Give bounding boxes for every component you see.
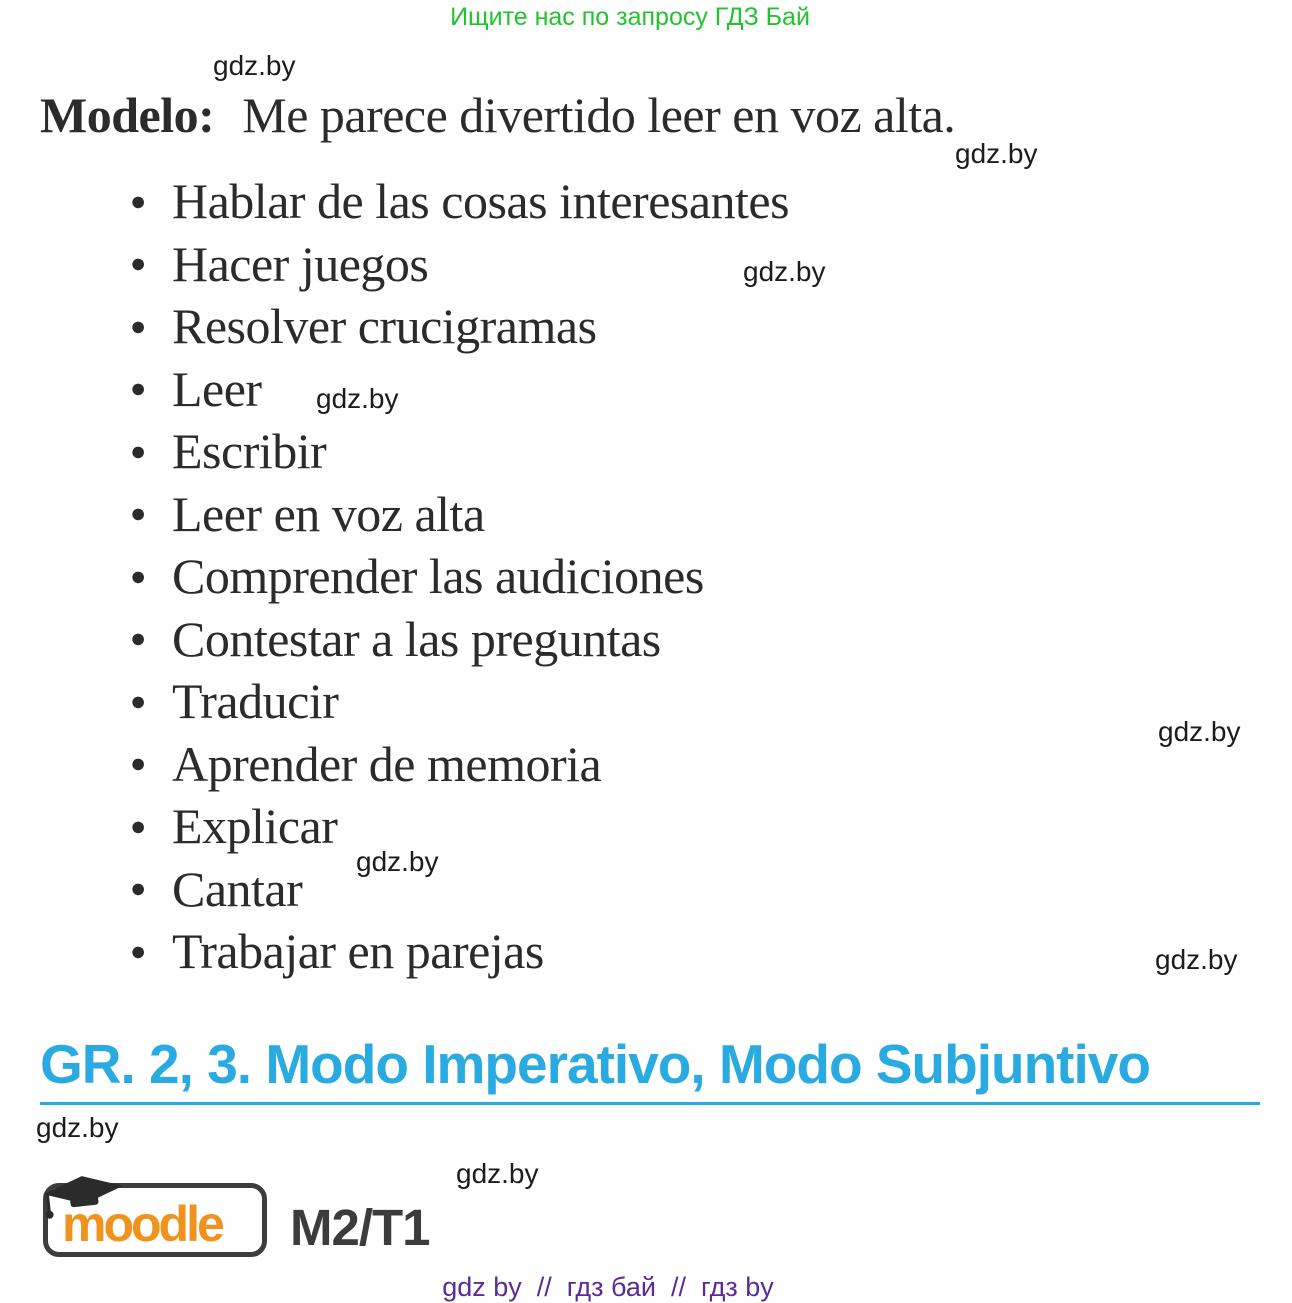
list-item <box>130 170 789 233</box>
bullet-icon: ● <box>130 748 146 779</box>
bullet-icon: ● <box>130 623 146 654</box>
watermark: gdz.by <box>316 383 399 414</box>
bullet-icon: ● <box>130 185 146 216</box>
list-item <box>130 795 789 858</box>
watermark: gdz.by <box>1158 716 1241 747</box>
list-item <box>130 295 789 358</box>
list-item-label: Resolver crucigramas <box>172 298 597 355</box>
list-item <box>130 920 789 983</box>
watermark: gdz.by <box>213 50 296 81</box>
list-item <box>130 670 789 733</box>
list-item <box>130 420 789 483</box>
watermark: gdz.by <box>1155 944 1238 975</box>
bullet-icon: ● <box>130 248 146 279</box>
list-item-label: Leer en voz alta <box>172 485 485 542</box>
list-item <box>130 608 789 671</box>
list-item-label: Traducir <box>172 673 339 730</box>
watermark: gdz.by <box>955 138 1038 169</box>
list-item-label: Hablar de las cosas interesantes <box>172 173 790 230</box>
module-code: M2/T1 <box>290 1199 430 1256</box>
modelo-label: Modelo: <box>40 87 215 143</box>
list-item <box>130 733 789 796</box>
bullet-icon: ● <box>130 560 146 591</box>
modelo-sentence: Me parece divertido leer en voz alta. <box>242 87 956 143</box>
bullet-icon: ● <box>130 310 146 341</box>
footer-watermark: gdz by // гдз бай // гдз by <box>442 1272 774 1302</box>
watermark: gdz.by <box>743 256 826 287</box>
bullet-icon: ● <box>130 498 146 529</box>
list-item-label: Leer <box>172 360 262 417</box>
list-item-label: Cantar <box>172 860 303 917</box>
moodle-logo-text: moodle <box>62 1196 222 1252</box>
list-item <box>130 545 789 608</box>
watermark: gdz.by <box>456 1158 539 1189</box>
list-item-label: Aprender de memoria <box>172 735 602 792</box>
list-item-label: Hacer juegos <box>172 235 429 292</box>
bullet-icon: ● <box>130 873 146 904</box>
watermark: gdz.by <box>36 1112 119 1143</box>
moodle-logo <box>43 1183 267 1257</box>
bullet-icon: ● <box>130 935 146 966</box>
top-banner-text: Ищите нас по запросу ГДЗ Бай <box>450 3 810 31</box>
list-item <box>130 858 789 921</box>
watermark: gdz.by <box>356 846 439 877</box>
bullet-icon: ● <box>130 685 146 716</box>
bullet-icon: ● <box>130 435 146 466</box>
modelo-line <box>40 86 955 144</box>
list-item-label: Trabajar en parejas <box>172 923 544 980</box>
activity-list <box>130 170 789 983</box>
list-item-label: Comprender las audiciones <box>172 548 704 605</box>
list-item <box>130 483 789 546</box>
bullet-icon: ● <box>130 373 146 404</box>
list-item <box>130 358 789 421</box>
section-heading-link[interactable]: GR. 2, 3. Modo Imperativo, Modo Subjuntivo <box>40 1036 1260 1105</box>
list-item <box>130 233 789 296</box>
list-item-label: Explicar <box>172 798 338 855</box>
bullet-icon: ● <box>130 810 146 841</box>
list-item-label: Escribir <box>172 423 327 480</box>
list-item-label: Contestar a las preguntas <box>172 610 661 667</box>
